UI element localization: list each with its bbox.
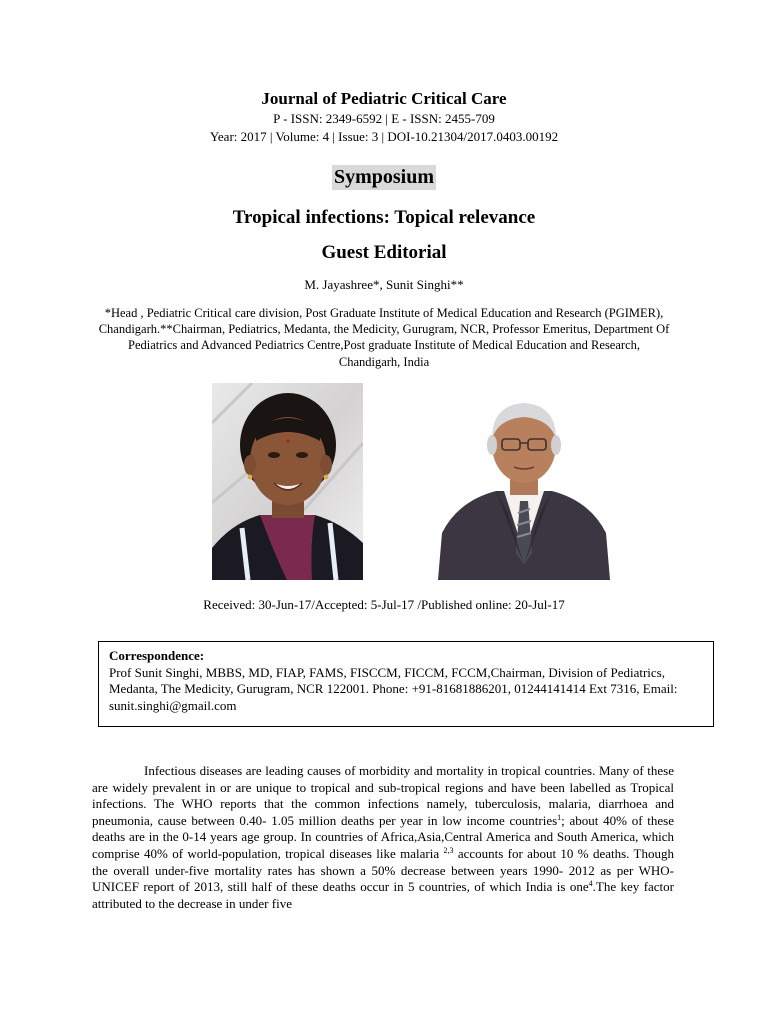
publication-dates: Received: 30-Jun-17/Accepted: 5-Jul-17 /Published online: 20-Jul-17 bbox=[203, 597, 565, 612]
body-text-segment: ; about 40% of these deaths are in the 0-14 years age group. In countries of Africa,Asia,Central America and South America, which comprise 40% of world-population, tropical diseases like malaria bbox=[92, 812, 674, 861]
correspondence-box bbox=[98, 641, 714, 727]
correspondence-text: Prof Sunit Singhi, MBBS, MD, FIAP, FAMS, FISCCM, FICCM, FCCM,Chairman, Division of Pediatrics, Medanta, The Medicity, Gurugram, NCR 122001. Phone: +91-81681886201, 01244141414 Ext 7316, Email: sunit.singhi@gmail.com bbox=[109, 664, 678, 713]
author-list: M. Jayashree*, Sunit Singhi** bbox=[304, 277, 464, 292]
reference-superscript: 1 bbox=[557, 812, 562, 822]
journal-title: Journal of Pediatric Critical Care bbox=[261, 89, 507, 108]
article-title: Tropical infections: Topical relevance bbox=[232, 207, 536, 228]
body-text bbox=[92, 763, 674, 912]
issn-line: P - ISSN: 2349-6592 | E - ISSN: 2455-709 bbox=[273, 111, 495, 126]
section-label: Symposium bbox=[333, 166, 435, 188]
reference-superscript: 4 bbox=[588, 879, 593, 889]
body-text-segment: Infectious diseases are leading causes of morbidity and mortality in tropical countries. Many of these are widely prevalent in or are unique to tropical and sub-tropical regions and have been labelled as Tropical infections. The WHO reports that the common infections namely, tuberculosis, malaria, diarrhoea and pneumonia, cause between 0.40- 1.05 million deaths per year in low income countries bbox=[92, 763, 674, 828]
body-text-segment: .The key factor attributed to the decrease in under five bbox=[92, 879, 675, 911]
body-text-segment: accounts for about 10 % deaths. Though the overall under-five mortality rates has shown a 50% decrease between years 1990- 2012 as per WHO-UNICEF report of 2013, still half of these deaths occur in 5 countries, of which India is one bbox=[92, 845, 674, 895]
author-photo-singhi bbox=[438, 383, 610, 580]
body-paragraph bbox=[92, 763, 674, 912]
reference-superscript: 2,3 bbox=[443, 845, 454, 855]
correspondence-heading: Correspondence: bbox=[109, 648, 205, 663]
volume-issue-doi-line: Year: 2017 | Volume: 4 | Issue: 3 | DOI-10.21304/2017.0403.00192 bbox=[209, 129, 559, 144]
article-type: Guest Editorial bbox=[321, 242, 447, 263]
section-label-container bbox=[0, 165, 768, 190]
author-affiliations: *Head , Pediatric Critical care division, Post Graduate Institute of Medical Education and Research (PGIMER), Chandigarh.**Chairman, Pediatrics, Medanta, the Medicity, Gurugram, NCR, Professor Emeritus, Department Of Pediatrics and Advanced Pediatrics Centre,Post graduate Institute of Medical Education and Research, Chandigarh, India bbox=[98, 306, 670, 369]
author-photo-jayashree bbox=[212, 383, 363, 580]
